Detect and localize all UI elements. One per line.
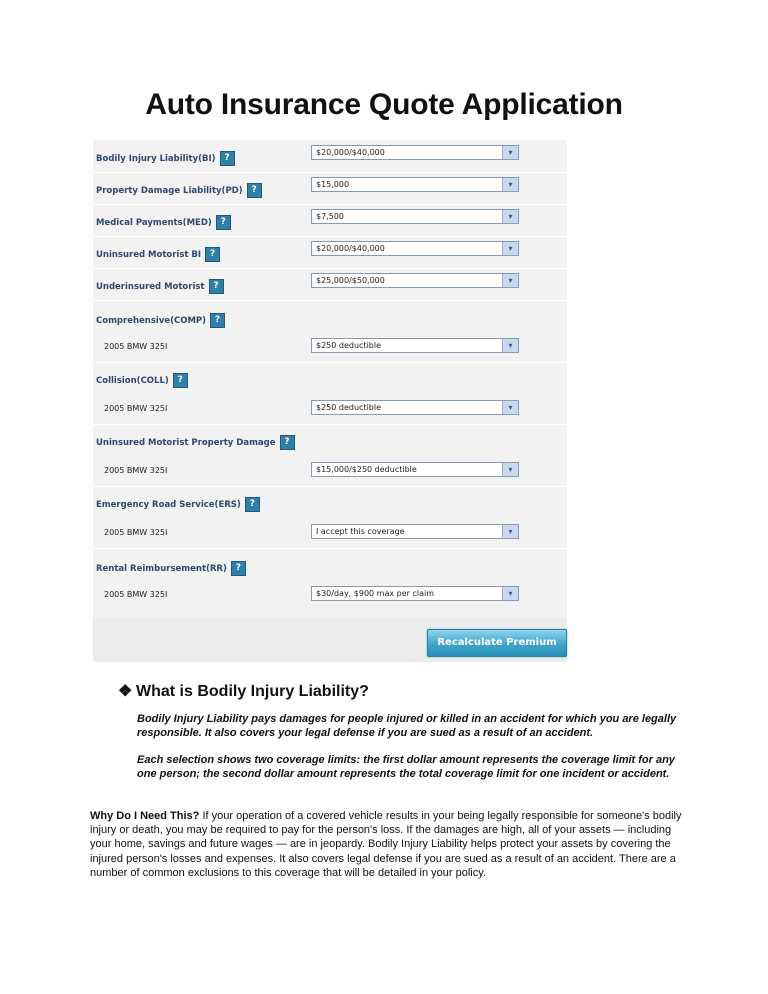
chevron-down-icon[interactable]: ▾	[502, 146, 518, 159]
vehicle-name: 2005 BMW 325I	[104, 404, 168, 413]
chevron-down-icon[interactable]: ▾	[502, 525, 518, 538]
limits-paragraph: Each selection shows two coverage limits: the first dollar amount represents the coverage limit for any one person; the second dollar amount represents the total coverage limit for one incident or accident.	[137, 754, 675, 780]
definition-paragraph: Bodily Injury Liability pays damages for people injured or killed in an accident for which you are legally responsible. It also covers your legal defense if you are sued as a result of an accident.	[137, 713, 677, 739]
chevron-down-icon[interactable]: ▾	[502, 178, 518, 191]
coverage-label: Underinsured Motorist	[96, 282, 205, 292]
help-icon[interactable]: ?	[216, 215, 231, 230]
why-paragraph	[90, 809, 686, 880]
help-icon[interactable]: ?	[245, 497, 260, 512]
coverage-row-comp	[93, 300, 567, 363]
coverage-label: Uninsured Motorist BI	[96, 250, 202, 260]
section-heading	[118, 681, 369, 701]
coverage-label: Uninsured Motorist Property Damage	[96, 438, 276, 448]
diamond-bullet-icon: ❖	[118, 683, 133, 700]
select-value: I accept this coverage	[316, 527, 405, 536]
chevron-down-icon[interactable]: ▾	[502, 242, 518, 255]
why-label: Why Do I Need This?	[90, 810, 200, 822]
coverage-label: Medical Payments(MED)	[96, 218, 212, 228]
coverage-row-pd	[93, 172, 567, 205]
select-value: $15,000/$250 deductible	[316, 465, 417, 474]
coverage-select[interactable]	[311, 241, 519, 256]
recalculate-premium-button[interactable]: Recalculate Premium	[427, 629, 567, 657]
coverage-select[interactable]	[311, 209, 519, 224]
vehicle-name: 2005 BMW 325I	[104, 342, 168, 351]
help-icon[interactable]: ?	[247, 183, 262, 198]
select-value: $15,000	[316, 180, 350, 189]
chevron-down-icon[interactable]: ▾	[502, 339, 518, 352]
coverage-label: Comprehensive(COMP)	[96, 316, 207, 326]
coverage-select[interactable]	[311, 338, 519, 353]
coverage-row-umbi	[93, 236, 567, 269]
coverage-row-med	[93, 204, 567, 237]
coverage-select[interactable]	[311, 524, 519, 539]
coverage-row-coll	[93, 362, 567, 425]
vehicle-name: 2005 BMW 325I	[104, 528, 168, 537]
coverage-label: Property Damage Liability(PD)	[96, 186, 243, 196]
chevron-down-icon[interactable]: ▾	[502, 401, 518, 414]
coverage-row-rr	[93, 548, 567, 618]
coverage-label: Emergency Road Service(ERS)	[96, 500, 241, 510]
select-value: $20,000/$40,000	[316, 148, 385, 157]
help-icon[interactable]: ?	[173, 373, 188, 388]
select-value: $25,000/$50,000	[316, 276, 385, 285]
coverage-label: Collision(COLL)	[96, 376, 169, 386]
select-value: $250 deductible	[316, 341, 382, 350]
coverage-form	[93, 140, 567, 662]
select-value: $7,500	[316, 212, 344, 221]
coverage-row-uim	[93, 268, 567, 301]
help-icon[interactable]: ?	[210, 313, 225, 328]
coverage-select[interactable]	[311, 462, 519, 477]
help-icon[interactable]: ?	[209, 279, 224, 294]
coverage-row-bi	[93, 140, 567, 173]
vehicle-name: 2005 BMW 325I	[104, 466, 168, 475]
coverage-row-ers	[93, 486, 567, 549]
coverage-label: Bodily Injury Liability(BI)	[96, 154, 216, 164]
coverage-select[interactable]	[311, 273, 519, 288]
chevron-down-icon[interactable]: ▾	[502, 274, 518, 287]
chevron-down-icon[interactable]: ▾	[502, 587, 518, 600]
coverage-label: Rental Reimbursement(RR)	[96, 564, 227, 574]
coverage-select[interactable]	[311, 145, 519, 160]
select-value: $250 deductible	[316, 403, 382, 412]
coverage-select[interactable]	[311, 586, 519, 601]
coverage-row-umpd	[93, 424, 567, 487]
select-value: $30/day, $900 max per claim	[316, 589, 435, 598]
help-icon[interactable]: ?	[280, 435, 295, 450]
help-icon[interactable]: ?	[220, 151, 235, 166]
help-icon[interactable]: ?	[231, 561, 246, 576]
coverage-select[interactable]	[311, 400, 519, 415]
coverage-select[interactable]	[311, 177, 519, 192]
form-footer	[93, 618, 567, 662]
help-icon[interactable]: ?	[205, 247, 220, 262]
chevron-down-icon[interactable]: ▾	[502, 463, 518, 476]
vehicle-name: 2005 BMW 325I	[104, 590, 168, 599]
why-text: If your operation of a covered vehicle results in your being legally responsible for someone's bodily injury or death, you may be required to pay for the person's loss. If the damages are high, all of your assets — including your home, savings and future wages — are in jeopardy. Bodily Injury Liability helps protect your assets by covering the injured person's losses and expenses. It also covers legal defense if you are sued as a result of an accident. There are a number of common exclusions to this coverage that will be detailed in your policy.	[90, 810, 682, 879]
page-title: Auto Insurance Quote Application	[145, 88, 623, 121]
chevron-down-icon[interactable]: ▾	[502, 210, 518, 223]
heading-text: What is Bodily Injury Liability?	[136, 683, 369, 700]
select-value: $20,000/$40,000	[316, 244, 385, 253]
